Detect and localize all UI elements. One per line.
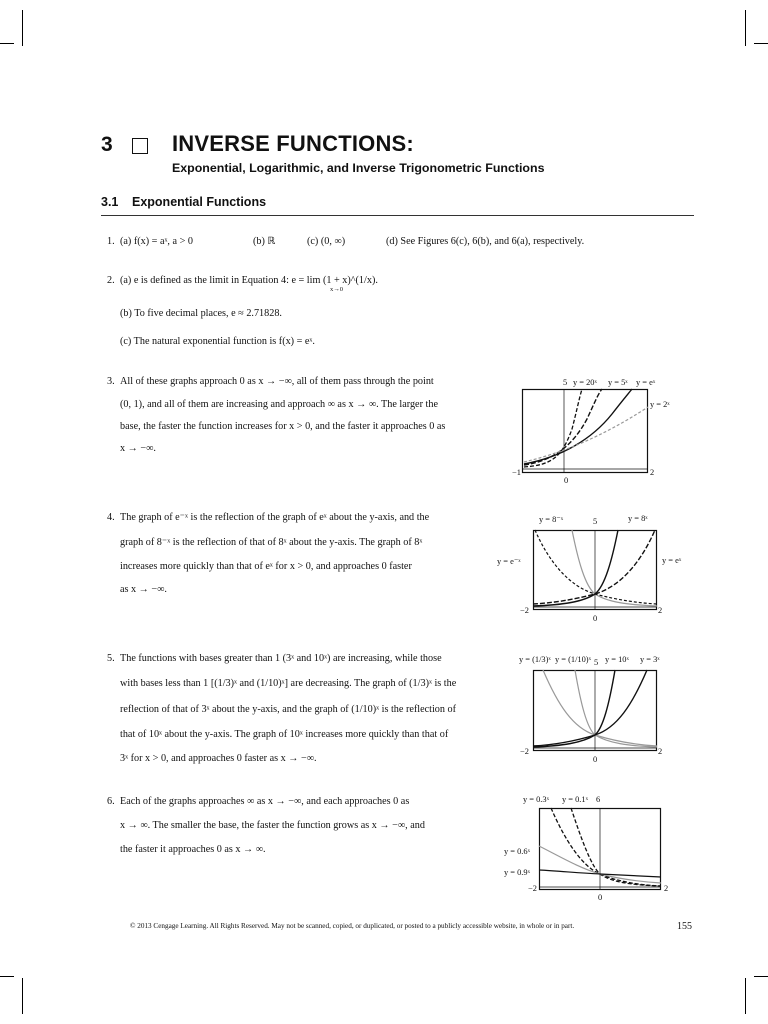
problem-number: 3. xyxy=(107,376,115,387)
curve-third-x xyxy=(543,670,657,746)
limit-subscript: x→0 xyxy=(330,286,343,293)
curve-label: y = 8ˣ xyxy=(628,514,648,523)
curve-label: y = (1/3)ˣ xyxy=(519,655,551,664)
chapter-subtitle: Exponential, Logarithmic, and Inverse Trigonometric Functions xyxy=(172,161,545,175)
text-line: with bases less than 1 [(1/3)ˣ and (1/10)ˣ] are decreasing. The graph of (1/3)ˣ is the xyxy=(120,678,457,689)
y-max-label: 6 xyxy=(596,795,601,804)
curve-label: y = e⁻ˣ xyxy=(497,557,521,566)
crop-mark xyxy=(745,10,746,46)
crop-mark xyxy=(0,43,14,44)
curve-label: y = 3ˣ xyxy=(640,655,660,664)
text-line: base, the faster the function increases for x > 0, and the faster it approaches 0 as xyxy=(120,421,446,432)
x-min-label: −1 xyxy=(512,468,521,477)
origin-label: 0 xyxy=(593,614,598,623)
curve-label: y = 5ˣ xyxy=(608,378,628,387)
curve-8x xyxy=(533,530,618,606)
crop-mark xyxy=(0,976,14,977)
curve-3x xyxy=(533,670,647,746)
text-line: The graph of e⁻ˣ is the reflection of the graph of eˣ about the y-axis, and the xyxy=(120,512,430,523)
answer-part-c: (c) The natural exponential function is f(x) = eˣ. xyxy=(120,336,315,347)
graph-exponential-growth xyxy=(522,389,648,473)
text-line: graph of 8⁻ˣ is the reflection of that of 8ˣ about the y-axis. The graph of 8ˣ xyxy=(120,537,423,548)
curve-tenth-x xyxy=(575,670,657,747)
crop-mark xyxy=(754,976,768,977)
answer-part-a: (a) e is defined as the limit in Equation 4: e = lim (1 + x)^(1/x). xyxy=(120,275,378,286)
curve-label: y = 8⁻ˣ xyxy=(539,515,564,524)
text-line: increases more quickly than that of eˣ for x > 0, and approaches 0 faster xyxy=(120,561,412,572)
section-number: 3.1 xyxy=(101,195,119,209)
curve-label: y = 0.3ˣ xyxy=(523,795,549,804)
text-line: 3ˣ for x > 0, and approaches 0 faster as x → −∞. xyxy=(120,753,317,764)
x-max-label: 2 xyxy=(658,747,663,756)
origin-label: 0 xyxy=(593,755,598,764)
curve-2x xyxy=(524,407,648,462)
problem-number: 4. xyxy=(107,512,115,523)
text-line: Each of the graphs approaches ∞ as x → −∞, and each approaches 0 as xyxy=(120,796,410,807)
curve-5x xyxy=(524,389,602,465)
text-line: as x → −∞. xyxy=(120,584,167,595)
x-max-label: 2 xyxy=(664,884,669,893)
curve-label: y = 0.9ˣ xyxy=(504,868,530,877)
y-max-label: 5 xyxy=(593,517,598,526)
crop-mark xyxy=(22,10,23,46)
curve-label: y = 0.6ˣ xyxy=(504,847,530,856)
graph-bases xyxy=(533,670,657,751)
curve-label: y = eˣ xyxy=(636,378,656,387)
text-line: x → ∞. The smaller the base, the faster the function grows as x → −∞, and xyxy=(120,820,425,831)
answer-part-a: (a) f(x) = aˣ, a > 0 xyxy=(120,236,193,247)
section-title: Exponential Functions xyxy=(132,195,267,209)
chapter-box-icon xyxy=(132,138,148,154)
text-line: x → −∞. xyxy=(120,443,156,454)
origin-label: 0 xyxy=(598,893,603,902)
text-line: the faster it approaches 0 as x → ∞. xyxy=(120,844,266,855)
text-line: (0, 1), and all of them are increasing and approach ∞ as x → ∞. The larger the xyxy=(120,399,438,410)
problem-number: 5. xyxy=(107,653,115,664)
problem-number: 2. xyxy=(107,275,115,286)
crop-mark xyxy=(745,978,746,1014)
text-line: reflection of that of 3ˣ about the y-axis, and the graph of (1/10)ˣ is the reflection of xyxy=(120,704,457,715)
graph-decay xyxy=(539,808,661,890)
page-number: 155 xyxy=(677,921,692,932)
origin-label: 0 xyxy=(564,476,569,485)
copyright-notice: © 2013 Cengage Learning. All Rights Reserved. May not be scanned, copied, or duplicated, or posted to a publicly accessible website, in whole or in part. xyxy=(130,922,575,930)
curve-label: y = 2ˣ xyxy=(650,400,670,409)
answer-part-b: (b) ℝ xyxy=(253,236,276,247)
x-max-label: 2 xyxy=(650,468,655,477)
y-max-label: 5 xyxy=(563,378,568,387)
curve-label: y = eˣ xyxy=(662,556,682,565)
curve-ex xyxy=(524,389,632,464)
curve-label: y = 10ˣ xyxy=(605,655,629,664)
x-min-label: −2 xyxy=(520,606,529,615)
graph-reflections xyxy=(533,530,657,610)
x-max-label: 2 xyxy=(658,606,663,615)
curve-label: y = (1/10)ˣ xyxy=(555,655,591,664)
answer-part-d: (d) See Figures 6(c), 6(b), and 6(a), respectively. xyxy=(386,236,585,247)
chapter-title: INVERSE FUNCTIONS: xyxy=(172,131,414,156)
answer-part-c: (c) (0, ∞) xyxy=(307,236,346,247)
text-line: All of these graphs approach 0 as x → −∞, all of them pass through the point xyxy=(120,376,434,387)
curve-label: y = 0.1ˣ xyxy=(562,795,588,804)
curve-10x xyxy=(533,670,615,747)
text-line: that of 10ˣ about the y-axis. The graph of 10ˣ increases more quickly than that of xyxy=(120,729,449,740)
curve-label: y = 20ˣ xyxy=(573,378,597,387)
y-max-label: 5 xyxy=(594,658,599,667)
chapter-number: 3 xyxy=(101,133,113,156)
answer-part-b: (b) To five decimal places, e ≈ 2.71828. xyxy=(120,308,282,319)
problem-number: 6. xyxy=(107,796,115,807)
curve-8-neg-x xyxy=(572,530,657,606)
problem-number: 1. xyxy=(107,236,115,247)
crop-mark xyxy=(22,978,23,1014)
text-line: The functions with bases greater than 1 (3ˣ and 10ˣ) are increasing, while those xyxy=(120,653,442,664)
x-min-label: −2 xyxy=(520,747,529,756)
x-min-label: −2 xyxy=(528,884,537,893)
crop-mark xyxy=(754,43,768,44)
section-rule xyxy=(101,215,694,216)
